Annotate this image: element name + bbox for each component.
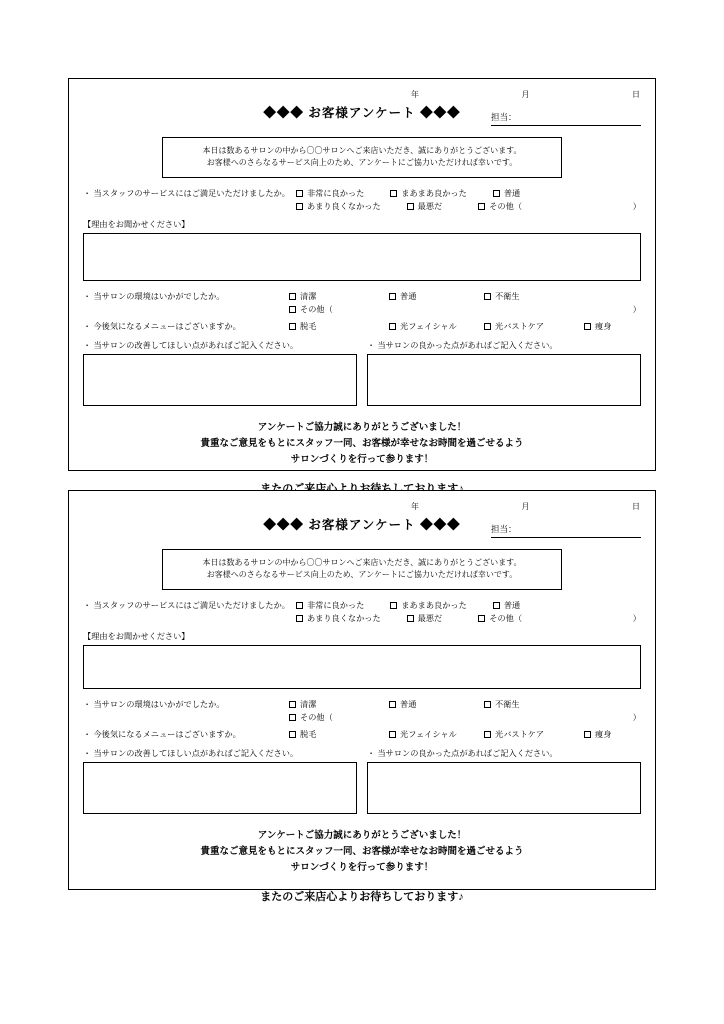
option-label: まあまあ良かった [401, 600, 467, 610]
option-label: その他（ [489, 201, 523, 211]
checkbox-icon[interactable] [289, 323, 296, 330]
good-points-textarea[interactable] [367, 354, 641, 406]
date-row [411, 501, 641, 512]
year-label: 年 [411, 90, 420, 99]
question-1 [69, 600, 655, 624]
option-label: その他（ [489, 613, 523, 623]
question-2-label: ・ 当サロンの環境はいかがでしたか。 [83, 291, 225, 301]
option-label: 非常に良かった [306, 600, 365, 610]
option-label: 最悪だ [417, 201, 443, 211]
intro-box [162, 137, 562, 178]
option-label: その他（ [300, 304, 333, 314]
closing-message [69, 828, 655, 876]
checkbox-icon[interactable] [390, 602, 397, 609]
checkbox-q1-not-good[interactable] [296, 201, 381, 212]
checkbox-icon[interactable] [390, 190, 397, 197]
free-comment-section [83, 340, 641, 406]
question-3-label: ・ 今後気になるメニューはございますか。 [83, 321, 241, 331]
checkbox-icon[interactable] [484, 701, 491, 708]
checkbox-icon[interactable] [407, 203, 414, 210]
reason-textarea[interactable] [83, 645, 641, 689]
closing-line-4: またのご来店心よりお待ちしております♪ [260, 891, 464, 904]
question-3 [69, 729, 655, 740]
checkbox-q3-photo-facial[interactable] [389, 321, 484, 332]
checkbox-icon[interactable] [296, 203, 303, 210]
improvement-label: ・ 当サロンの改善してほしい点があればご記入ください。 [83, 340, 299, 350]
question-1-label: ・ 当スタッフのサービスにはご満足いただけましたか。 [83, 188, 290, 198]
option-label: 光バストケア [495, 321, 544, 331]
option-label: 脱毛 [300, 321, 317, 331]
page-title: ◆◆◆ お客様アンケート ◆◆◆ [263, 518, 461, 532]
checkbox-icon[interactable] [289, 714, 296, 721]
checkbox-q1-fairly-good[interactable] [390, 188, 467, 199]
option-label: あまり良くなかった [306, 613, 381, 623]
intro-line-1: 本日は数あるサロンの中から〇〇サロンへご来店いただき、誠にありがとうございます。 [202, 558, 522, 567]
paren-close: ） [632, 712, 641, 722]
option-label: 不衛生 [495, 699, 520, 709]
checkbox-q3-hair-removal[interactable] [289, 321, 389, 332]
checkbox-icon[interactable] [389, 701, 396, 708]
checkbox-q1-normal[interactable] [493, 188, 520, 199]
closing-line-2: 貴重なご意見をもとにスタッフ一同、お客様が幸せなお時間を過ごせるよう [200, 845, 524, 857]
option-label: 光バストケア [495, 729, 544, 739]
closing-line-3: サロンづくりを行って参ります！ [290, 862, 434, 874]
improvement-label: ・ 当サロンの改善してほしい点があればご記入ください。 [83, 748, 299, 758]
checkbox-q3-bust-care[interactable] [484, 729, 584, 740]
checkbox-icon[interactable] [484, 293, 491, 300]
checkbox-icon[interactable] [407, 615, 414, 622]
intro-line-2: お客様へのさらなるサービス向上のため、アンケートにご協力いただければ幸いです。 [206, 570, 518, 580]
questionnaire-form-2 [68, 490, 656, 904]
checkbox-icon[interactable] [389, 323, 396, 330]
checkbox-q3-photo-facial[interactable] [389, 729, 484, 740]
improvement-column [83, 748, 357, 814]
checkbox-q3-bust-care[interactable] [484, 321, 584, 332]
checkbox-q2-other[interactable] [289, 712, 641, 723]
checkbox-icon[interactable] [389, 293, 396, 300]
checkbox-icon[interactable] [584, 323, 591, 330]
closing-line-3: サロンづくりを行って参ります！ [290, 454, 434, 466]
checkbox-icon[interactable] [389, 731, 396, 738]
option-label: 清潔 [300, 699, 317, 709]
improvement-textarea[interactable] [83, 354, 357, 406]
good-points-column [367, 748, 641, 814]
checkbox-icon[interactable] [484, 323, 491, 330]
checkbox-icon[interactable] [289, 306, 296, 313]
checkbox-q3-slimming[interactable] [584, 729, 611, 740]
option-label: 痩身 [595, 321, 612, 331]
checkbox-icon[interactable] [493, 190, 500, 197]
checkbox-q3-hair-removal[interactable] [289, 729, 389, 740]
improvement-textarea[interactable] [83, 762, 357, 814]
checkbox-icon[interactable] [289, 293, 296, 300]
option-label: 脱毛 [300, 729, 317, 739]
day-label: 日 [632, 502, 641, 511]
paren-close: ） [632, 304, 641, 314]
improvement-column [83, 340, 357, 406]
charge-field[interactable]: 担当： [491, 523, 641, 538]
checkbox-q3-slimming[interactable] [584, 321, 611, 332]
checkbox-q2-unsanitary[interactable] [484, 699, 520, 710]
option-label: 痩身 [595, 729, 612, 739]
free-comment-section [83, 748, 641, 814]
question-2 [69, 699, 655, 723]
reason-label: 【理由をお聞かせください】 [83, 219, 190, 229]
good-points-textarea[interactable] [367, 762, 641, 814]
checkbox-q2-other[interactable] [289, 304, 641, 315]
option-label: その他（ [300, 712, 333, 722]
checkbox-icon[interactable] [584, 731, 591, 738]
question-3 [69, 321, 655, 332]
question-2 [69, 291, 655, 315]
closing-line-1: アンケートご協力誠にありがとうございました！ [257, 421, 467, 433]
good-points-label: ・ 当サロンの良かった点があればご記入ください。 [367, 748, 558, 758]
month-label: 月 [521, 90, 531, 99]
good-points-label: ・ 当サロンの良かった点があればご記入ください。 [367, 340, 558, 350]
paren-close: ） [632, 201, 641, 211]
checkbox-icon[interactable] [478, 615, 485, 622]
checkbox-q1-other[interactable] [478, 201, 641, 212]
checkbox-icon[interactable] [296, 602, 303, 609]
option-label: 非常に良かった [306, 188, 365, 198]
intro-line-1: 本日は数あるサロンの中から〇〇サロンへご来店いただき、誠にありがとうございます。 [202, 146, 522, 155]
checkbox-q1-worst[interactable] [407, 613, 443, 624]
option-label: 普通 [400, 699, 417, 709]
checkbox-icon[interactable] [289, 731, 296, 738]
reason-textarea[interactable] [83, 233, 641, 281]
checkbox-q1-fairly-good[interactable] [390, 600, 467, 611]
checkbox-icon[interactable] [296, 190, 303, 197]
option-label: 普通 [400, 291, 417, 301]
option-label: 普通 [503, 600, 521, 610]
paren-close: ） [632, 613, 641, 623]
checkbox-q2-clean[interactable] [289, 291, 389, 302]
question-3-label: ・ 今後気になるメニューはございますか。 [83, 729, 241, 739]
question-1-label: ・ 当スタッフのサービスにはご満足いただけましたか。 [83, 600, 290, 610]
reason-label: 【理由をお聞かせください】 [83, 631, 190, 641]
checkbox-q2-normal[interactable] [389, 699, 484, 710]
checkbox-q1-normal[interactable] [493, 600, 520, 611]
checkbox-q2-clean[interactable] [289, 699, 389, 710]
good-points-column [367, 340, 641, 406]
question-2-label: ・ 当サロンの環境はいかがでしたか。 [83, 699, 225, 709]
checkbox-q1-worst[interactable] [407, 201, 443, 212]
checkbox-q1-very-good[interactable] [296, 600, 364, 611]
charge-field[interactable]: 担当： [491, 111, 641, 126]
checkbox-q2-unsanitary[interactable] [484, 291, 520, 302]
checkbox-icon[interactable] [484, 731, 491, 738]
option-label: 清潔 [300, 291, 317, 301]
closing-message [69, 420, 655, 468]
intro-line-2: お客様へのさらなるサービス向上のため、アンケートにご協力いただければ幸いです。 [206, 158, 518, 168]
option-label: 普通 [503, 188, 521, 198]
closing-line-2: 貴重なご意見をもとにスタッフ一同、お客様が幸せなお時間を過ごせるよう [200, 437, 524, 449]
checkbox-q2-normal[interactable] [389, 291, 484, 302]
day-label: 日 [632, 90, 641, 99]
closing-line-1: アンケートご協力誠にありがとうございました！ [257, 829, 467, 841]
intro-box [162, 549, 562, 590]
option-label: 最悪だ [417, 613, 443, 623]
option-label: 不衛生 [495, 291, 520, 301]
checkbox-icon[interactable] [289, 701, 296, 708]
option-label: まあまあ良かった [401, 188, 467, 198]
questionnaire-form-1 [68, 78, 656, 471]
option-label: 光フェイシャル [400, 321, 457, 331]
checkbox-q1-not-good[interactable] [296, 613, 381, 624]
option-label: 光フェイシャル [400, 729, 457, 739]
checkbox-icon[interactable] [478, 203, 485, 210]
year-label: 年 [411, 502, 420, 511]
question-1 [69, 188, 655, 212]
checkbox-q1-other[interactable] [478, 613, 641, 624]
page-title: ◆◆◆ お客様アンケート ◆◆◆ [263, 106, 461, 120]
checkbox-icon[interactable] [493, 602, 500, 609]
checkbox-q1-very-good[interactable] [296, 188, 364, 199]
option-label: あまり良くなかった [306, 201, 381, 211]
checkbox-icon[interactable] [296, 615, 303, 622]
date-row [411, 89, 641, 100]
month-label: 月 [521, 502, 531, 511]
